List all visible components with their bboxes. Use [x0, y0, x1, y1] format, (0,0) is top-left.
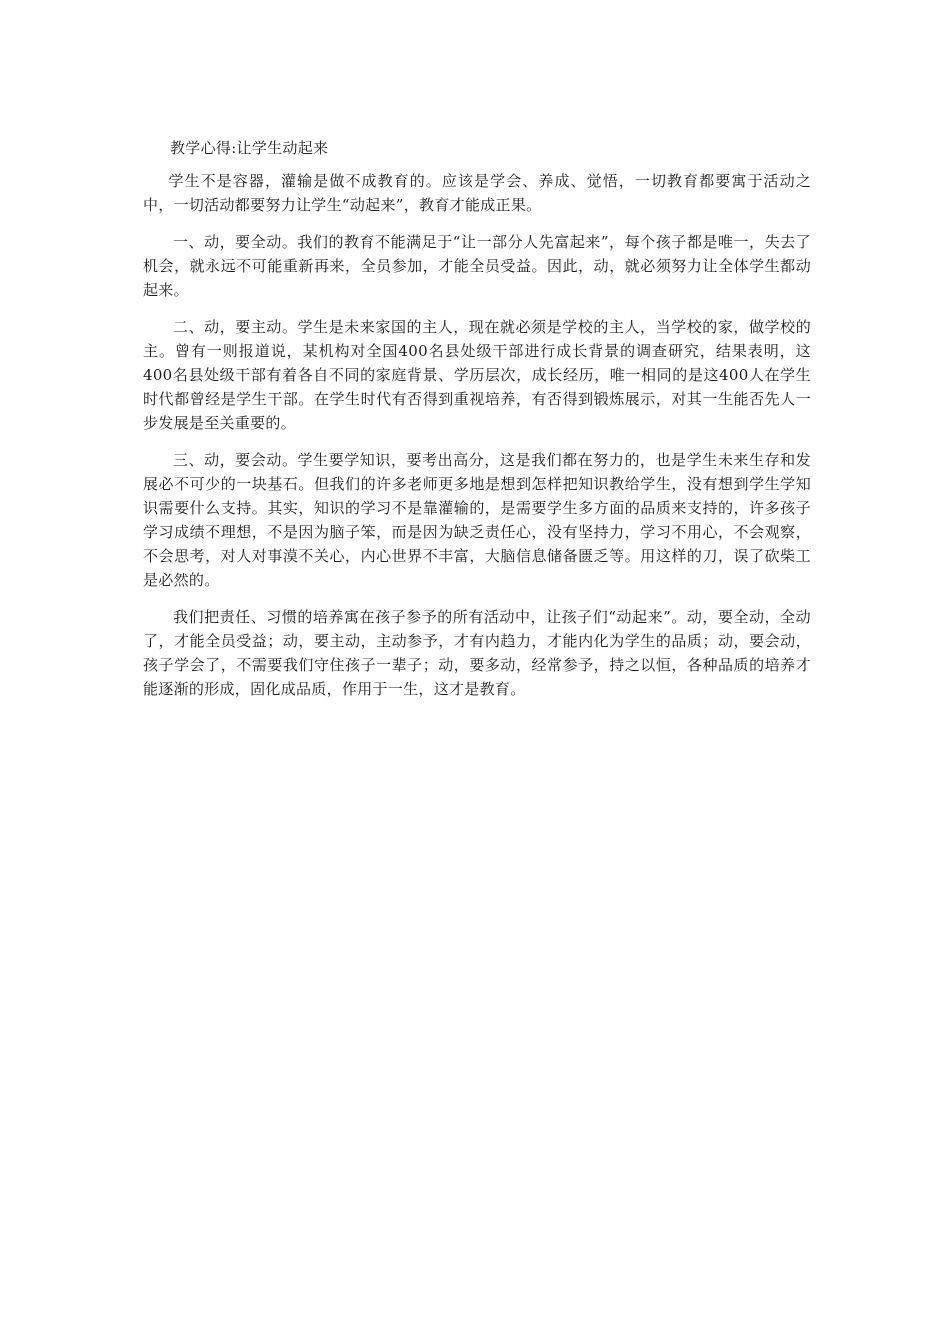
document-page: [143, 133, 811, 714]
paragraph-point-two: 二、动，要主动。学生是未来家国的主人，现在就必须是学校的主人，当学校的家，做学校的主。曾有一则报道说，某机构对全国400名县处级干部进行成长背景的调查研究，结果表明，这400名县处级干部有着各自不同的家庭背景、学历层次，成长经历，唯一相同的是这400人在学生时代都曾经是学生干部。在学生时代有否得到重视培养，有否得到锻炼展示，对其一生能否先人一步发展是至关重要的。: [143, 318, 811, 432]
paragraph-point-one: 一、动，要全动。我们的教育不能满足于“让一部分人先富起来”，每个孩子都是唯一，失去了机会，就永远不可能重新再来，全员参加，才能全员受益。因此，动，就必须努力让全体学生都动起来。: [143, 233, 811, 299]
paragraph-point-three: 三、动，要会动。学生要学知识，要考出高分，这是我们都在努力的，也是学生未来生存和发展必不可少的一块基石。但我们的许多老师更多地是想到怎样把知识教给学生，没有想到学生学知识需要什么支持。其实，知识的学习不是靠灌输的，是需要学生多方面的品质来支持的，许多孩子学习成绩不理想，不是因为脑子笨，而是因为缺乏责任心，没有坚持力，学习不用心，不会观察，不会思考，对人对事漠不关心，内心世界不丰富，大脑信息储备匮乏等。用这样的刀，误了砍柴工是必然的。: [143, 451, 811, 589]
paragraph-conclusion: 我们把责任、习惯的培养寓在孩子参予的所有活动中，让孩子们“动起来”。动，要全动，全动了，才能全员受益；动，要主动，主动参予，才有内趋力，才能内化为学生的品质；动，要会动，孩子学会了，不需要我们守住孩子一辈子；动，要多动，经常参予，持之以恒，各种品质的培养才能逐渐的形成，固化成品质，作用于一生，这才是教育。: [143, 608, 811, 698]
document-title: 教学心得:让学生动起来: [170, 139, 329, 157]
paragraph-intro: 学生不是容器，灌输是做不成教育的。应该是学会、养成、觉悟，一切教育都要寓于活动之中，一切活动都要努力让学生“动起来”，教育才能成正果。: [143, 172, 811, 214]
